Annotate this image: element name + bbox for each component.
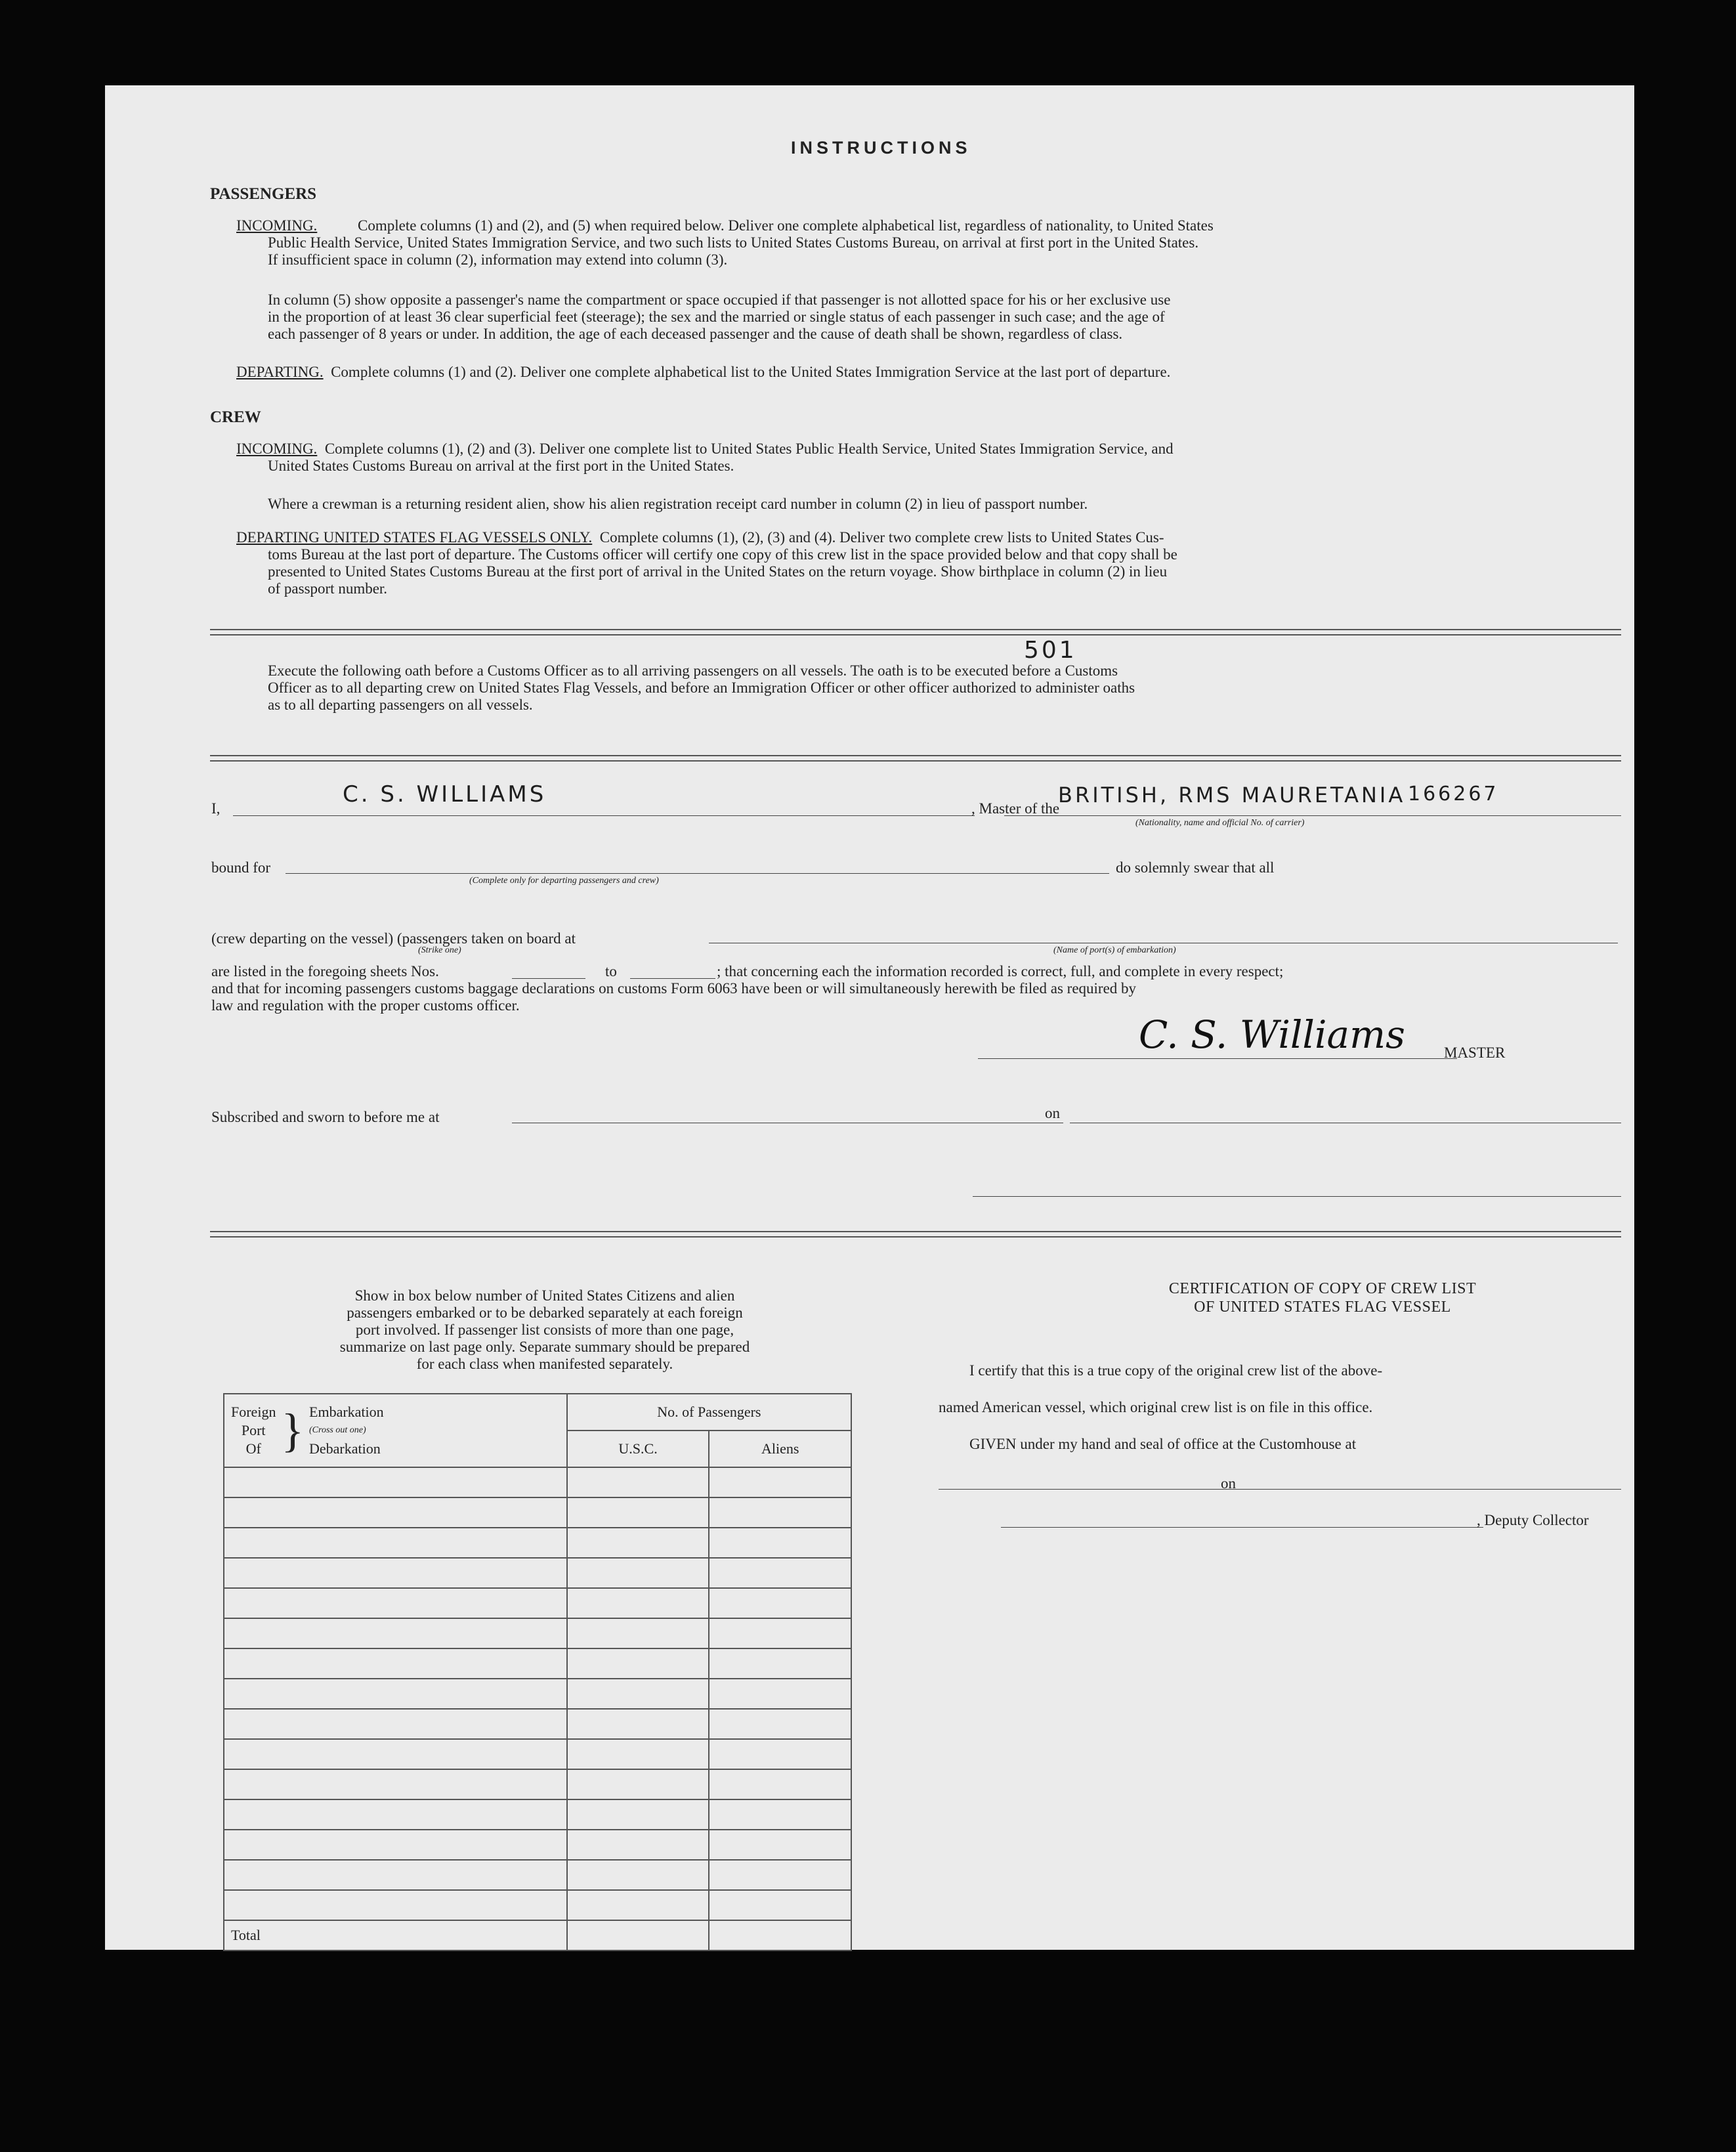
port-header-cell bbox=[224, 1394, 567, 1467]
of-label: Of bbox=[245, 1440, 261, 1457]
oath-line-3: law and regulation with the proper customs officer. bbox=[211, 997, 520, 1014]
certification-title-1: CERTIFICATION OF COPY OF CREW LIST bbox=[1168, 1280, 1477, 1297]
crew-departing-line-1: DEPARTING UNITED STATES FLAG VESSELS ONLY. Complete columns (1), (2), (3) and (4). Deliver two complete crew lists to United States Cus- bbox=[236, 529, 1164, 546]
vessel-handwritten: BRITISH, RMS MAURETANIA bbox=[1058, 783, 1406, 807]
table-row bbox=[224, 1799, 851, 1830]
column5-line-1: In column (5) show opposite a passenger's name the compartment or space occupied if that passenger is not allotted space for his or her exclusive use bbox=[268, 291, 1171, 308]
port-label: Port bbox=[241, 1422, 266, 1438]
subscribed-label: Subscribed and sworn to before me at bbox=[211, 1109, 440, 1125]
master-name-handwritten: C. S. WILLIAMS bbox=[343, 781, 547, 807]
passengers-heading: PASSENGERS bbox=[210, 185, 317, 203]
table-row bbox=[224, 1528, 851, 1558]
officer-signature-line[interactable] bbox=[973, 1196, 1621, 1197]
master-signature: C. S. Williams bbox=[1139, 1012, 1405, 1057]
bound-for-label: bound for bbox=[211, 859, 271, 876]
deputy-collector-signature-line[interactable] bbox=[1001, 1527, 1483, 1528]
certification-line-2: named American vessel, which original crew list is on file in this office. bbox=[939, 1399, 1373, 1415]
crew-incoming-line-1: INCOMING. Complete columns (1), (2) and (3). Deliver one complete list to United States Public Health Service, United States Immigration Service, and bbox=[236, 441, 1174, 457]
usc-label: U.S.C. bbox=[568, 1431, 710, 1467]
brace-icon: } bbox=[281, 1404, 305, 1457]
signature-line[interactable] bbox=[978, 1058, 1457, 1059]
deputy-collector-label: , Deputy Collector bbox=[1477, 1512, 1589, 1528]
table-row bbox=[224, 1497, 851, 1528]
section-divider bbox=[210, 634, 1621, 635]
table-row bbox=[224, 1558, 851, 1588]
crew-departing-line-3: presented to United States Customs Bureau at the first port of arrival in the United States on the return voyage. Show birthplace in column (2) in lieu bbox=[268, 563, 1168, 580]
crew-resident-alien: Where a crewman is a returning resident alien, show his alien registration receipt card number in column (2) in lieu of passport number. bbox=[268, 496, 1088, 512]
summary-instruction-3: port involved. If passenger list consists of more than one page, bbox=[355, 1322, 734, 1338]
bound-for-caption: (Complete only for departing passengers and crew) bbox=[469, 876, 659, 886]
table-row bbox=[224, 1679, 851, 1709]
section-divider bbox=[210, 755, 1621, 756]
summary-instruction-2: passengers embarked or to be debarked separately at each foreign bbox=[347, 1304, 743, 1321]
aliens-label: Aliens bbox=[761, 1440, 799, 1457]
master-label: MASTER bbox=[1444, 1044, 1506, 1061]
certification-title-2: OF UNITED STATES FLAG VESSEL bbox=[1194, 1299, 1451, 1316]
passengers-incoming-line-2: Public Health Service, United States Immigration Service, and two such lists to United States Customs Bureau, on arrival at first port in the United States. bbox=[268, 234, 1199, 251]
certification-on-label: on bbox=[1221, 1475, 1236, 1492]
crew-departing-text: (crew departing on the vessel) (passengers taken on board at bbox=[211, 930, 576, 947]
certification-line-1: I certify that this is a true copy of the original crew list of the above- bbox=[969, 1362, 1383, 1379]
crew-incoming-line-2: United States Customs Bureau on arrival at the first port in the United States. bbox=[268, 458, 734, 474]
official-number-handwritten: 166267 bbox=[1408, 783, 1499, 806]
summary-instruction-1: Show in box below number of United States Citizens and alien bbox=[354, 1287, 735, 1304]
solemnly-swear-text: do solemnly swear that all bbox=[1116, 859, 1275, 876]
table-row bbox=[224, 1739, 851, 1769]
total-row bbox=[224, 1920, 851, 1950]
table-row bbox=[224, 1588, 851, 1618]
crew-departing-line-2: toms Bureau at the last port of departure. The Customs officer will certify one copy of this crew list in the space provided below and that copy shall be bbox=[268, 546, 1177, 563]
table-row bbox=[224, 1769, 851, 1799]
sworn-on-label: on bbox=[1045, 1105, 1060, 1121]
ports-caption: (Name of port(s) of embarkation) bbox=[1053, 945, 1176, 955]
cross-out-caption: (Cross out one) bbox=[309, 1425, 366, 1435]
to-label: to bbox=[605, 963, 617, 979]
strike-one-caption: (Strike one) bbox=[418, 945, 461, 955]
oath-i-label: I, bbox=[211, 800, 221, 817]
table-row bbox=[224, 1467, 851, 1497]
vessel-field[interactable] bbox=[1004, 815, 1621, 816]
document-page bbox=[105, 85, 1634, 1950]
table-row bbox=[224, 1618, 851, 1648]
passengers-header-cell bbox=[567, 1394, 851, 1467]
embarkation-label: Embarkation bbox=[309, 1404, 384, 1420]
oath-intro-line-2: Officer as to all departing crew on United States Flag Vessels, and before an Immigration Officer or other officer authorized to administer oaths bbox=[268, 679, 1135, 696]
handwritten-number: 501 bbox=[1024, 637, 1077, 664]
foregoing-sheets-text: ; that concerning each the information recorded is correct, full, and complete in every respect; bbox=[717, 963, 1284, 979]
oath-intro-line-3: as to all departing passengers on all vessels. bbox=[268, 697, 533, 713]
section-divider bbox=[210, 760, 1621, 762]
sheet-from-field[interactable] bbox=[512, 978, 585, 979]
foreign-label: Foreign bbox=[231, 1404, 276, 1420]
passenger-summary-table bbox=[223, 1393, 852, 1951]
total-label: Total bbox=[224, 1920, 567, 1950]
master-name-field[interactable] bbox=[233, 815, 975, 816]
summary-instruction-5: for each class when manifested separately. bbox=[416, 1356, 673, 1372]
total-aliens-cell[interactable] bbox=[709, 1920, 851, 1950]
total-usc-cell[interactable] bbox=[567, 1920, 709, 1950]
sheet-to-field[interactable] bbox=[630, 978, 715, 979]
crew-heading: CREW bbox=[210, 408, 261, 426]
master-of-label: , Master of the bbox=[971, 800, 1060, 817]
column5-line-2: in the proportion of at least 36 clear superficial feet (steerage); the sex and the married or single status of each passenger in such case; and the age of bbox=[268, 309, 1165, 325]
section-divider bbox=[210, 629, 1621, 630]
table-row bbox=[224, 1830, 851, 1860]
bound-for-field[interactable] bbox=[286, 873, 1109, 874]
certification-line-3: GIVEN under my hand and seal of office at the Customhouse at bbox=[969, 1436, 1357, 1452]
page-title: INSTRUCTIONS bbox=[791, 138, 971, 158]
crew-departing-line-4: of passport number. bbox=[268, 580, 388, 597]
passengers-departing: DEPARTING. Complete columns (1) and (2). Deliver one complete alphabetical list to the United States Immigration Service at the last port of departure. bbox=[236, 364, 1171, 380]
vessel-caption: (Nationality, name and official No. of carrier) bbox=[1135, 818, 1305, 828]
table-row bbox=[224, 1709, 851, 1739]
passengers-incoming-line-1: Complete columns (1) and (2), and (5) when required below. Deliver one complete alphabetical list, regardless of nationality, to United States bbox=[358, 217, 1214, 234]
no-passengers-label: No. of Passengers bbox=[568, 1394, 851, 1431]
certification-date-field[interactable] bbox=[1247, 1489, 1621, 1490]
table-row bbox=[224, 1860, 851, 1890]
foregoing-sheets-label: are listed in the foregoing sheets Nos. bbox=[211, 963, 439, 979]
oath-line-2: and that for incoming passengers customs baggage declarations on customs Form 6063 have been or will simultaneously herewith be filed as required by bbox=[211, 980, 1137, 997]
oath-intro-line-1: Execute the following oath before a Customs Officer as to all arriving passengers on all vessels. The oath is to be executed before a Customs bbox=[268, 662, 1118, 679]
table-row bbox=[224, 1648, 851, 1679]
section-divider bbox=[210, 1236, 1621, 1237]
passengers-incoming-line-3: If insufficient space in column (2), information may extend into column (3). bbox=[268, 251, 728, 268]
section-divider bbox=[210, 1231, 1621, 1232]
column5-line-3: each passenger of 8 years or under. In addition, the age of each deceased passenger and the cause of death shall be shown, regardless of class. bbox=[268, 326, 1123, 342]
table-row bbox=[224, 1890, 851, 1920]
summary-instruction-4: summarize on last page only. Separate summary should be prepared bbox=[339, 1339, 750, 1355]
debarkation-label: Debarkation bbox=[309, 1440, 381, 1457]
passengers-incoming-label: INCOMING. bbox=[236, 217, 318, 234]
